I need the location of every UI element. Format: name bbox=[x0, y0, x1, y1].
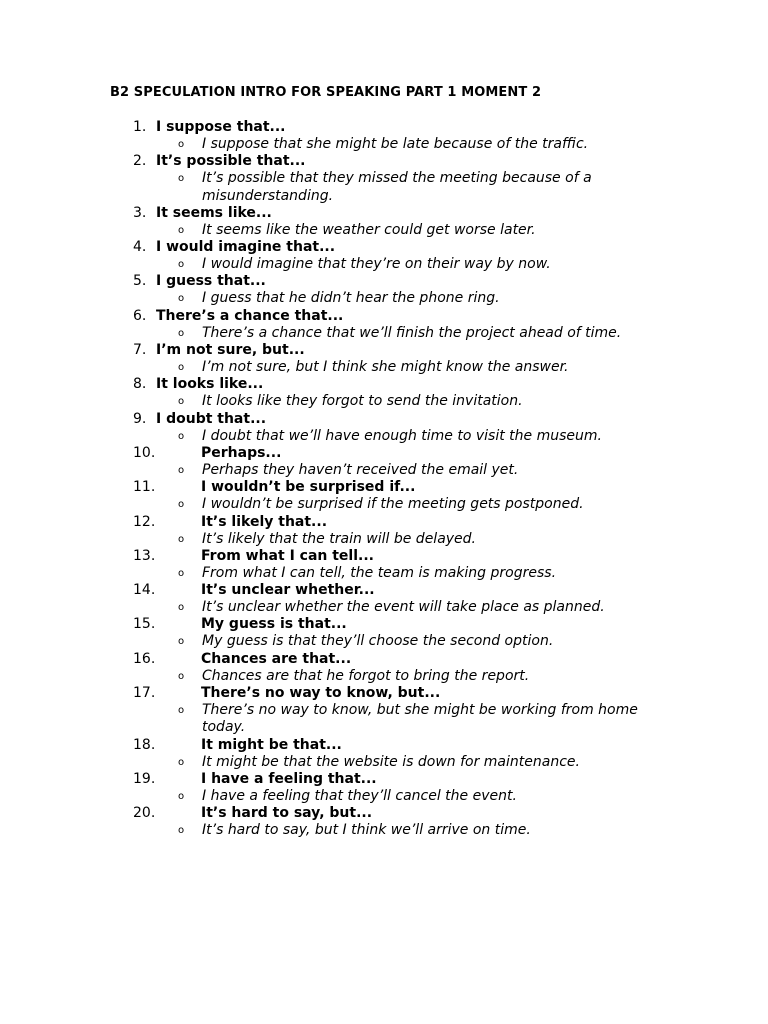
hollow-bullet-icon: o bbox=[178, 327, 185, 339]
list-item-heading bbox=[0, 205, 768, 222]
list-item bbox=[0, 445, 768, 479]
hollow-bullet-icon: o bbox=[178, 499, 185, 511]
list-item-example bbox=[0, 136, 652, 153]
list-item-phrase: From what I can tell... bbox=[201, 547, 374, 564]
list-item-heading bbox=[0, 582, 768, 599]
list-item-phrase: I wouldn’t be surprised if... bbox=[201, 479, 416, 496]
list-item-number: 20. bbox=[133, 805, 156, 822]
list-item-number: 12. bbox=[133, 513, 156, 530]
example-sentence: I have a feeling that they’ll cancel the event. bbox=[202, 787, 517, 804]
list-item-heading bbox=[0, 651, 768, 668]
list-item-phrase: My guess is that... bbox=[201, 616, 347, 633]
list-item-example bbox=[0, 290, 652, 307]
example-sentence: It’s hard to say, but I think we’ll arrive on time. bbox=[202, 822, 531, 839]
example-sentence: I wouldn’t be surprised if the meeting gets postponed. bbox=[202, 496, 584, 513]
hollow-bullet-icon: o bbox=[178, 293, 185, 305]
list-item-number: 17. bbox=[133, 685, 156, 702]
example-sentence: There’s a chance that we’ll finish the project ahead of time. bbox=[202, 324, 622, 341]
list-item-example bbox=[0, 788, 652, 805]
example-sentence: My guess is that they’ll choose the second option. bbox=[202, 633, 554, 650]
list-item-heading bbox=[0, 239, 768, 256]
list-item-phrase: I would imagine that... bbox=[156, 239, 336, 256]
example-sentence: I suppose that she might be late because of the traffic. bbox=[202, 136, 589, 152]
document-title: B2 SPECULATION INTRO FOR SPEAKING PART 1 MOMENT 2 bbox=[110, 85, 542, 100]
example-sentence: There’s no way to know, but she might be working from home today. bbox=[202, 702, 638, 736]
list-item-heading bbox=[0, 376, 768, 393]
list-item-phrase: It’s possible that... bbox=[156, 153, 306, 170]
list-item-phrase: I guess that... bbox=[156, 273, 266, 290]
list-item bbox=[0, 514, 768, 548]
list-item-number: 16. bbox=[133, 650, 156, 667]
list-item-heading bbox=[0, 308, 768, 325]
list-item-number: 9. bbox=[133, 410, 147, 427]
example-sentence: I would imagine that they’re on their way by now. bbox=[202, 256, 551, 273]
list-item-number: 3. bbox=[133, 204, 147, 221]
list-item-example bbox=[0, 325, 652, 342]
list-item bbox=[0, 308, 768, 342]
list-item bbox=[0, 737, 768, 771]
list-item-heading bbox=[0, 737, 768, 754]
list-item-example bbox=[0, 170, 652, 205]
list-item-number: 19. bbox=[133, 770, 156, 787]
speculation-list bbox=[0, 119, 768, 840]
list-item-number: 15. bbox=[133, 616, 156, 633]
list-item bbox=[0, 805, 768, 839]
hollow-bullet-icon: o bbox=[178, 825, 185, 837]
hollow-bullet-icon: o bbox=[178, 139, 185, 150]
list-item-number: 4. bbox=[133, 239, 147, 256]
list-item-phrase: I doubt that... bbox=[156, 410, 267, 427]
list-item-example bbox=[0, 428, 652, 445]
list-item-heading bbox=[0, 771, 768, 788]
list-item-example bbox=[0, 393, 652, 410]
list-item-example bbox=[0, 359, 652, 376]
list-item bbox=[0, 273, 768, 307]
hollow-bullet-icon: o bbox=[178, 705, 185, 717]
list-item-heading bbox=[0, 479, 768, 496]
list-item bbox=[0, 685, 768, 737]
list-item-phrase: I’m not sure, but... bbox=[156, 342, 305, 359]
list-item bbox=[0, 342, 768, 376]
example-sentence: It might be that the website is down for maintenance. bbox=[202, 753, 580, 770]
list-item-number: 10. bbox=[133, 444, 156, 461]
example-sentence: It’s unclear whether the event will take place as planned. bbox=[202, 599, 605, 616]
list-item-number: 14. bbox=[133, 582, 156, 599]
list-item-example bbox=[0, 256, 652, 273]
example-sentence: I guess that he didn’t hear the phone ring. bbox=[202, 290, 500, 307]
list-item-heading bbox=[0, 342, 768, 359]
list-item-number: 8. bbox=[133, 376, 147, 393]
list-item-number: 5. bbox=[133, 273, 147, 290]
list-item-number: 11. bbox=[133, 479, 156, 496]
list-item-phrase: It’s likely that... bbox=[201, 513, 328, 530]
list-item-phrase: There’s no way to know, but... bbox=[201, 685, 441, 702]
hollow-bullet-icon: o bbox=[178, 670, 185, 682]
hollow-bullet-icon: o bbox=[178, 567, 185, 579]
example-sentence: It seems like the weather could get worse later. bbox=[202, 221, 536, 238]
list-item-example bbox=[0, 222, 652, 239]
list-item-phrase: It looks like... bbox=[156, 376, 264, 393]
list-item-heading bbox=[0, 548, 768, 565]
list-item-heading bbox=[0, 514, 768, 531]
list-item-phrase: It might be that... bbox=[201, 736, 342, 753]
list-item bbox=[0, 548, 768, 582]
list-item-heading bbox=[0, 119, 768, 136]
list-item-heading bbox=[0, 805, 768, 822]
list-item-phrase: Chances are that... bbox=[201, 650, 352, 667]
hollow-bullet-icon: o bbox=[178, 259, 185, 271]
list-item bbox=[0, 205, 768, 239]
list-item-phrase: I have a feeling that... bbox=[201, 770, 377, 787]
hollow-bullet-icon: o bbox=[178, 362, 185, 374]
list-item-number: 2. bbox=[133, 153, 147, 170]
list-item bbox=[0, 479, 768, 513]
list-item bbox=[0, 616, 768, 650]
list-item-phrase: It seems like... bbox=[156, 204, 272, 221]
hollow-bullet-icon: o bbox=[178, 636, 185, 648]
example-sentence: I’m not sure, but I think she might know the answer. bbox=[202, 359, 569, 376]
list-item bbox=[0, 582, 768, 616]
list-item bbox=[0, 651, 768, 685]
list-item-number: 13. bbox=[133, 547, 156, 564]
hollow-bullet-icon: o bbox=[178, 224, 185, 236]
list-item-phrase: There’s a chance that... bbox=[156, 307, 344, 324]
list-item-heading bbox=[0, 616, 768, 633]
list-item bbox=[0, 771, 768, 805]
example-sentence: It’s possible that they missed the meeting because of a misunderstanding. bbox=[202, 170, 592, 204]
list-item-heading bbox=[0, 445, 768, 462]
hollow-bullet-icon: o bbox=[178, 396, 185, 408]
list-item-heading bbox=[0, 153, 768, 170]
list-item-heading bbox=[0, 411, 768, 428]
hollow-bullet-icon: o bbox=[178, 756, 185, 768]
list-item-heading bbox=[0, 685, 768, 702]
example-sentence: I doubt that we’ll have enough time to visit the museum. bbox=[202, 427, 602, 444]
list-item bbox=[0, 153, 768, 205]
list-item-example bbox=[0, 496, 652, 513]
list-item-number: 7. bbox=[133, 342, 147, 359]
list-item bbox=[0, 119, 768, 153]
list-item-example bbox=[0, 462, 652, 479]
list-item-phrase: It’s hard to say, but... bbox=[201, 805, 373, 822]
list-item-example bbox=[0, 565, 652, 582]
list-item bbox=[0, 411, 768, 445]
hollow-bullet-icon: o bbox=[178, 173, 185, 185]
list-item-heading bbox=[0, 273, 768, 290]
example-sentence: From what I can tell, the team is making progress. bbox=[202, 564, 557, 581]
list-item-example bbox=[0, 599, 652, 616]
list-item-example bbox=[0, 633, 652, 650]
list-item-number: 6. bbox=[133, 307, 147, 324]
hollow-bullet-icon: o bbox=[178, 602, 185, 614]
example-sentence: It’s likely that the train will be delayed. bbox=[202, 530, 477, 547]
list-item-example bbox=[0, 531, 652, 548]
list-item-phrase: It’s unclear whether... bbox=[201, 582, 375, 599]
example-sentence: Perhaps they haven’t received the email yet. bbox=[202, 461, 519, 478]
hollow-bullet-icon: o bbox=[178, 464, 185, 476]
hollow-bullet-icon: o bbox=[178, 430, 185, 442]
example-sentence: It looks like they forgot to send the invitation. bbox=[202, 393, 523, 410]
list-item-phrase: I suppose that... bbox=[156, 119, 286, 135]
hollow-bullet-icon: o bbox=[178, 790, 185, 802]
list-item-example bbox=[0, 754, 652, 771]
list-item-number: 1. bbox=[133, 119, 147, 135]
list-item-example bbox=[0, 702, 652, 737]
list-item-number: 18. bbox=[133, 736, 156, 753]
list-item-example bbox=[0, 668, 652, 685]
list-item bbox=[0, 239, 768, 273]
list-item bbox=[0, 376, 768, 410]
hollow-bullet-icon: o bbox=[178, 533, 185, 545]
example-sentence: Chances are that he forgot to bring the report. bbox=[202, 667, 530, 684]
list-item-example bbox=[0, 822, 652, 839]
list-item-phrase: Perhaps... bbox=[201, 444, 282, 461]
